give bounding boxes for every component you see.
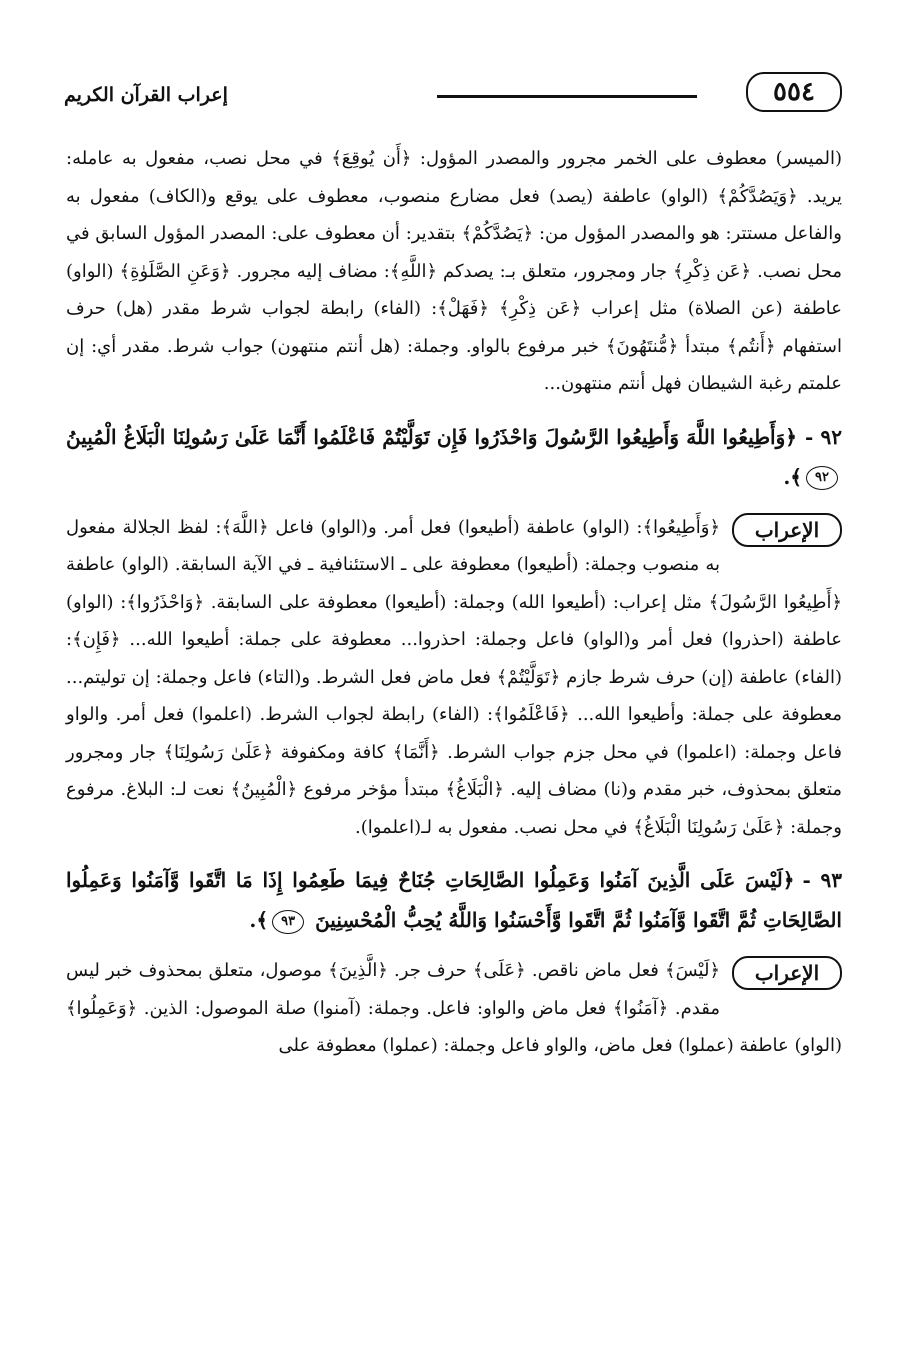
ayah-end-marker: ٩٢ — [806, 466, 838, 490]
irab-label: الإعراب — [732, 513, 842, 547]
ayah-end-marker: ٩٣ — [272, 910, 304, 934]
intro-paragraph: (الميسر) معطوف على الخمر مجرور والمصدر المؤول: ﴿أَن يُوقِعَ﴾ في محل نصب، مفعول به عامله: يريد. ﴿وَيَصُدَّكُمْ﴾ (الواو) عاطفة (يصد) فعل مضارع منصوب، معطوف على يوقع و(الكاف) مفعول به والفاعل مستتر: هو والمصدر المؤول من: ﴿يَصُدَّكُمْ﴾ بتقدير: أن معطوف على: المصدر المؤول السابق في محل نصب. ﴿عَن ذِكْرِ﴾ جار ومجرور، متعلق بـ: يصدكم ﴿اللَّهِ﴾: مضاف إليه مجرور. ﴿وَعَنِ الصَّلَوٰةِ﴾ (الواو) عاطفة (عن الصلاة) مثل إعراب ﴿عَن ذِكْرِ﴾ ﴿فَهَلْ﴾: (الفاء) رابطة لجواب شرط مقدر (هل) حرف استفهام ﴿أَنتُم﴾ مبتدأ ﴿مُّنتَهُونَ﴾ خبر مرفوع بالواو. وجملة: (هل أنتم منتهون) جواب شرط. مقدر أي: إن علمتم رغبة الشيطان فهل أنتم منتهون... — [66, 148, 842, 394]
page-number-badge: ٥٥٤ — [746, 72, 842, 112]
verse-text: ﴿لَيْسَ عَلَى الَّذِينَ آمَنُوا وَعَمِلُوا الصَّالِحَاتِ جُنَاحٌ فِيمَا طَعِمُوا إِذَا مَا اتَّقَوا وَّآمَنُوا وَعَمِلُوا الصَّالِحَاتِ ثُمَّ اتَّقَوا وَّآمَنُوا ثُمَّ اتَّقَوا وَّأَحْسَنُوا وَاللَّهُ يُحِبُّ الْمُحْسِنِينَ — [66, 868, 842, 932]
page-header — [64, 60, 842, 112]
verse-closing: ﴾. — [249, 908, 269, 932]
verse-92 — [66, 417, 842, 497]
book-title: إعراب القرآن الكريم — [64, 84, 228, 106]
verse-number: ٩٣ - — [802, 868, 843, 892]
verse-93 — [66, 860, 842, 940]
page-content — [66, 140, 842, 1065]
header-rule — [437, 95, 697, 98]
irab-paragraph: ﴿لَيْسَ﴾ فعل ماض ناقص. ﴿عَلَى﴾ حرف جر. ﴿الَّذِينَ﴾ موصول، متعلق بمحذوف خبر ليس مقدم. ﴿آمَنُوا﴾ فعل ماض والواو: فاعل. وجملة: (آمنوا) صلة الموصول: الذين. ﴿وَعَمِلُوا﴾ (الواو) عاطفة (عملوا) فعل ماض، والواو فاعل وجملة: (عملوا) معطوفة على — [66, 960, 842, 1056]
irab-label: الإعراب — [732, 956, 842, 990]
irab-paragraph: ﴿وَأَطِيعُوا﴾: (الواو) عاطفة (أطيعوا) فعل أمر. و(الواو) فاعل ﴿اللَّهَ﴾: لفظ الجلالة مفعول به منصوب وجملة: (أطيعوا) معطوفة على ـ الاستئنافية ـ في الآية السابقة. (الواو) عاطفة ﴿أَطِيعُوا الرَّسُولَ﴾ مثل إعراب: (أطيعوا الله) وجملة: (أطيعوا) معطوفة على السابقة. ﴿وَاحْذَرُوا﴾: (الواو) عاطفة (احذروا) فعل أمر و(الواو) فاعل وجملة: احذروا... معطوفة على جملة: أطيعوا الله... ﴿فَإِن﴾: (الفاء) عاطفة (إن) حرف شرط جازم ﴿تَوَلَّيْتُمْ﴾ فعل ماض فعل الشرط. و(التاء) فاعل وجملة: إن توليتم... معطوفة على جملة: وأطيعوا الله... ﴿فَاعْلَمُوا﴾: (الفاء) رابطة لجواب الشرط. (اعلموا) فعل أمر. والواو فاعل وجملة: (اعلموا) في محل جزم جواب الشرط. ﴿أَنَّمَا﴾ كافة ومكفوفة ﴿عَلَىٰ رَسُولِنَا﴾ جار ومجرور متعلق بمحذوف، خبر مقدم و(نا) مضاف إليه. ﴿الْبَلَاغُ﴾ مبتدأ مؤخر مرفوع ﴿الْمُبِينُ﴾ نعت لـ: البلاغ. مرفوع وجملة: ﴿عَلَىٰ رَسُولِنَا الْبَلَاغُ﴾ في محل نصب. مفعول به لـ(اعلموا). — [66, 516, 842, 838]
verse-number: ٩٢ - — [804, 424, 843, 449]
irab-section-92 — [66, 509, 842, 847]
verse-closing: ﴾. — [783, 464, 802, 489]
verse-text: ﴿وَأَطِيعُوا اللَّهَ وَأَطِيعُوا الرَّسُولَ وَاحْذَرُوا فَإِن تَوَلَّيْتُمْ فَاعْلَمُوا أَنَّمَا عَلَىٰ رَسُولِنَا الْبَلَاغُ الْمُبِينُ — [66, 424, 797, 449]
irab-section-93 — [66, 952, 842, 1065]
